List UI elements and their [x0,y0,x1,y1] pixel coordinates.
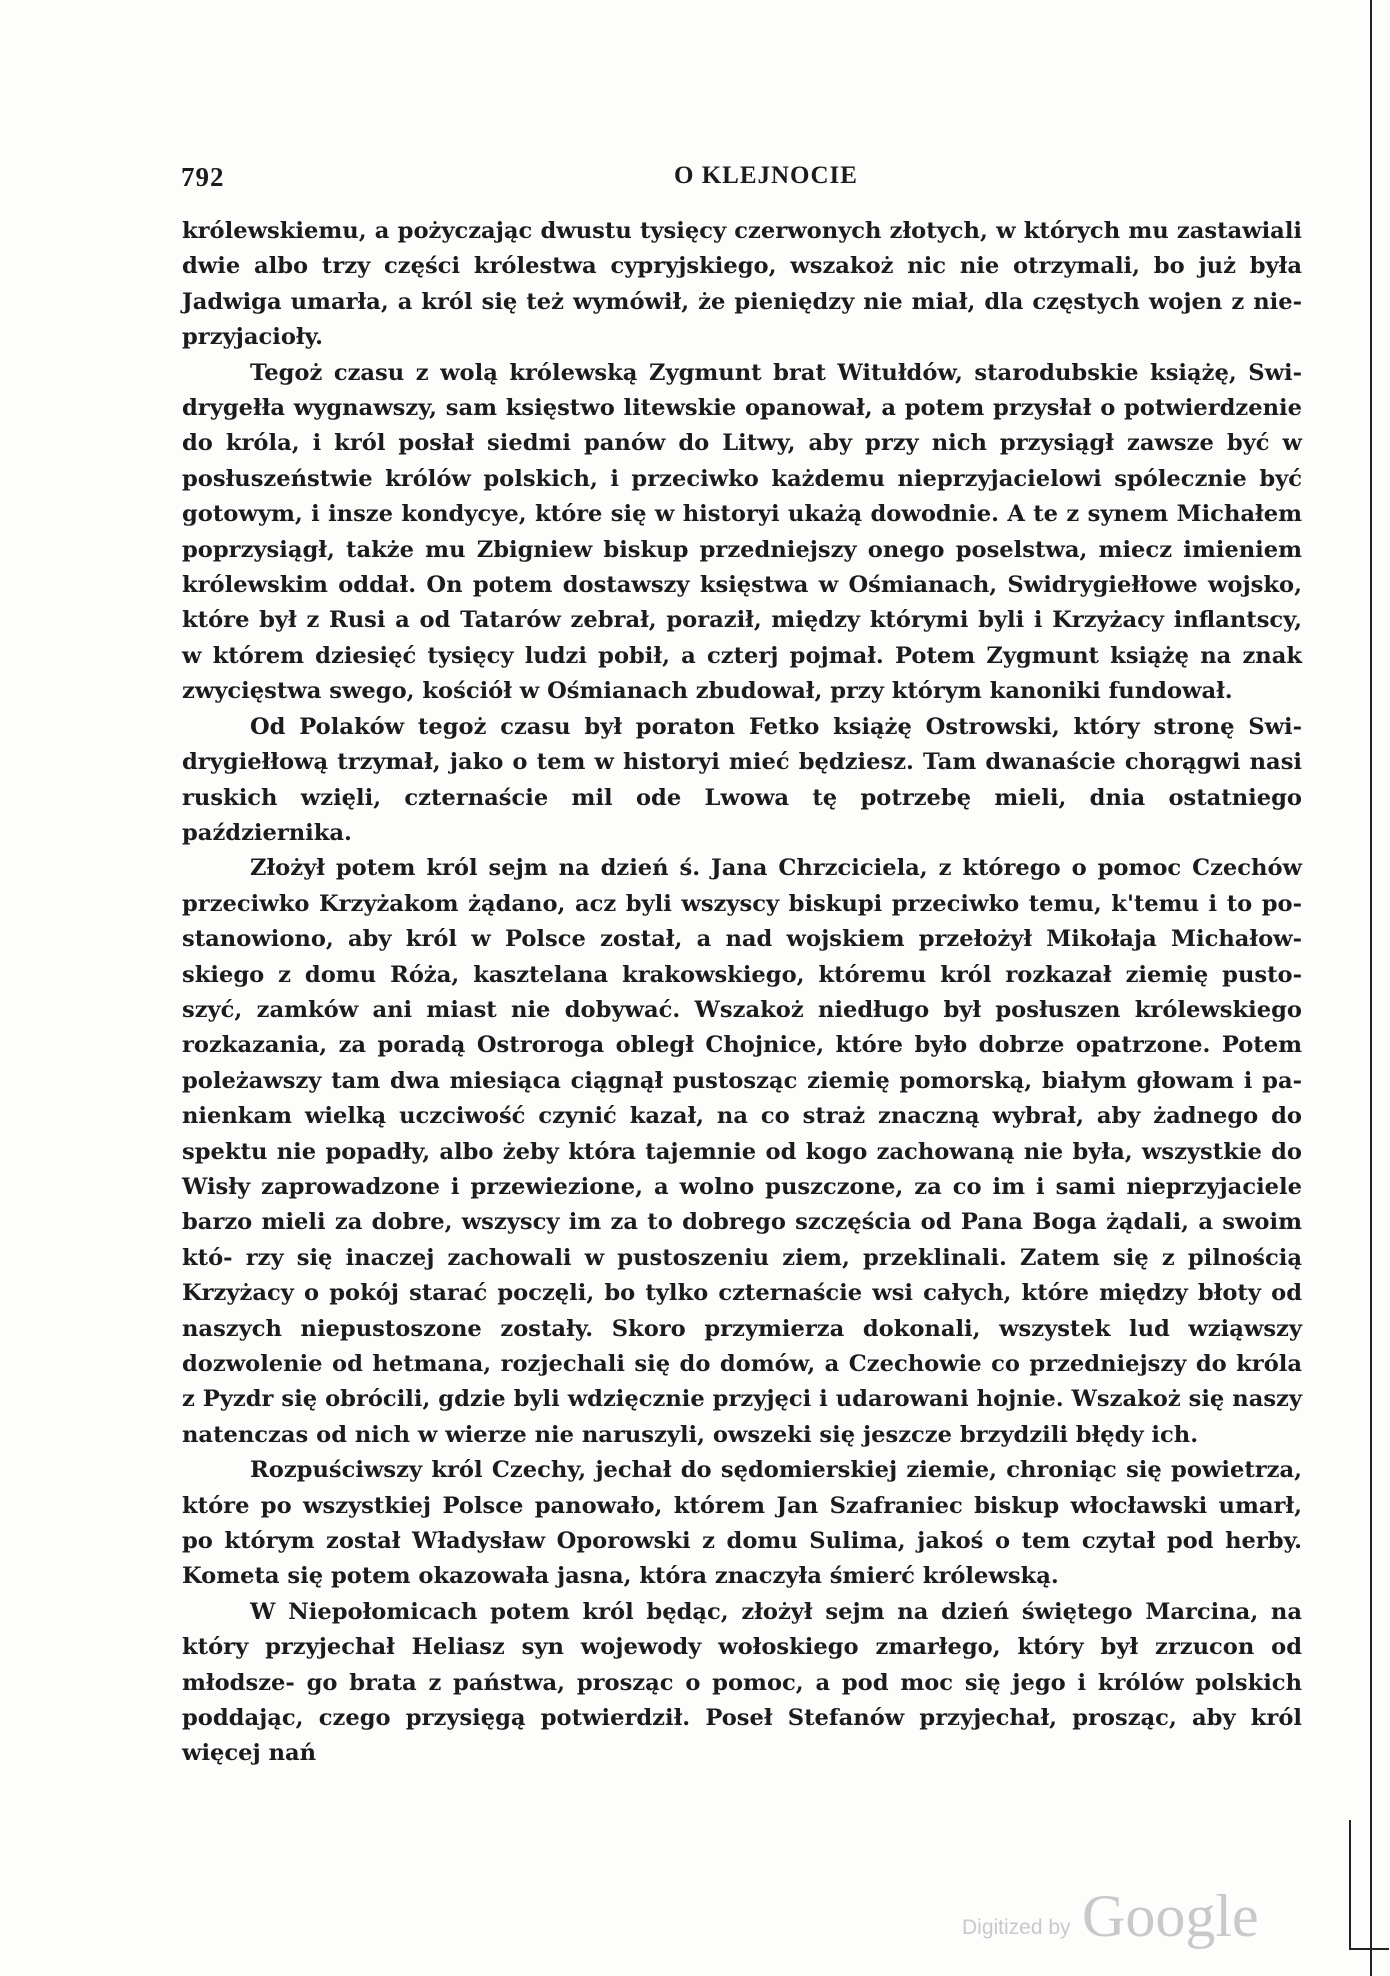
watermark-prefix: Digitized by [962,1916,1071,1939]
text-line: nienkam wielką uczciwość czynić kazał, na co straż znaczną wybrał, aby żadnego do spektu [182,1103,1302,1165]
text-line: imieniem królewskim oddał. On potem dostawszy księstwa w Ośmianach, Swidrygiełłowe [182,536,1302,599]
page-header [181,162,1311,198]
text-line: ruskich wzięli, czternaście mil ode Lwowa tę potrzebę mieli, dnia ostatniego października. [182,784,1302,846]
body-text [182,214,1302,1772]
text-line: królewskiemu, a pożyczając dwustu tysięcy czerwonych złotych, w których mu zastawiali [182,218,1302,244]
paragraph [182,710,1302,852]
text-line: Złożył potem król sejm na dzień ś. Jana Chrzciciela, z którego o pomoc Czechów [250,855,1302,882]
paragraph [182,1595,1302,1772]
text-line: do króla, i król posłał siedmi panów do Litwy, aby przy nich przysiągł zawsze [182,430,1214,457]
paragraph [182,851,1302,1453]
text-line: Tegoż czasu z wolą królewską Zygmunt brat Witułdów, starodubskie książę, Swi- [250,359,1302,386]
text-line: od nich w wierze nie naruszyli, owszeki się jeszcze brzydzili błędy ich. [316,1421,1199,1448]
text-line: drygiełłową trzymał, jako o tem w historyi mieć będziesz. Tam dwanaście chorągwi nasi [182,749,1302,776]
text-line: wojsko, które był z Rusi a od Tatarów zebrał, poraził, między którymi byli i Krzyżacy [182,572,1302,634]
text-line: szyć, zamków ani miast nie dobywać. Wszakoż niedługo był posłuszen królewskiego [182,996,1302,1023]
text-line: po którym został Władysław Oporowski z domu Sulima, jakoś o tem czytał pod [182,1528,1214,1555]
paragraph [182,1453,1302,1595]
text-line: nie popadły, albo żeby która tajemnie od kogo zachowaną nie była, wszystkie do Wisły [182,1138,1303,1200]
text-line: na znak zwycięstwa swego, kościół w Ośmianach zbudował, przy którym kanoniki fundował. [182,642,1303,705]
text-line: przeciwko Krzyżakom żądano, acz byli wszyscy biskupi przeciwko temu, k'temu i to po- [182,890,1302,917]
text-line: przyjacioły. [182,324,323,351]
text-line: rozkazania, za poradą Ostroroga obległ Chojnice, które było dobrze opatrzone. Potem [182,1032,1302,1059]
text-line: które po wszystkiej Polsce panowało, którem Jan Szafraniec biskup włocławski umarł, [182,1492,1302,1519]
google-logo: Google [1082,1883,1259,1949]
text-line: obrócili, gdzie byli wdzięcznie przyjęci i udarowani hojnie. Wszakoż się naszy natenczas [182,1386,1303,1448]
text-line: Od Polaków tegoż czasu był poraton Fetko książę Ostrowski, który stronę Swi- [250,713,1302,740]
text-line: niepustoszone zostały. Skoro przymierza dokonali, wszystek lud wziąwszy dozwolenie od [182,1315,1302,1377]
text-line: zaprowadzone i przewiezione, a wolno puszczone, za co im i sami nieprzyjaciele barzo [182,1173,1302,1236]
text-line: mieli za dobre, wszyscy im za to dobrego szczęścia od Pana Boga żądali, a swoim któ- [182,1209,1302,1271]
text-line: czego przysięgą potwierdził. Poseł Stefanów przyjechał, prosząc, aby król więcej nań [182,1705,1302,1767]
text-line: go brata z państwa, prosząc o pomoc, a pod moc się jego i królów polskich poddając, [182,1669,1302,1732]
text-line: dwie albo trzy części królestwa cypryjskiego, wszakoż nic nie otrzymali, bo już była [182,253,1302,280]
text-line: inflantscy, w którem dziesięć tysięcy ludzi pobił, a czterj pojmał. Potem Zygmunt książę [182,607,1302,669]
text-line: rzy się inaczej zachowali w pustoszeniu ziem, przeklinali. Zatem się z pilnością Krzyżacy [182,1244,1302,1307]
text-line: Rozpuściwszy król Czechy, jechał do sędomierskiej ziemie, chroniąc się powietrza, [250,1457,1302,1484]
scan-corner-mark-horizontal [1349,1948,1389,1950]
text-line: o pokój starać poczęli, bo tylko czternaście wsi całych, które między błoty od naszych [182,1280,1302,1342]
text-line: stanowiono, aby król w Polsce został, a nad wojskiem przełożył Mikołaja Michałow- [182,926,1302,953]
text-line: Michałem poprzysiągł, także mu Zbigniew biskup przedniejszy onego poselstwa, miecz [182,501,1302,563]
paragraph [182,214,1302,356]
scan-corner-mark [1349,1820,1351,1950]
running-title: O KLEJNOCIE [674,162,858,189]
text-line: być gotowym, i insze kondycye, które się w historyi ukażą dowodnie. A te z synem [182,465,1302,528]
page-number: 792 [181,162,225,192]
text-line: poleżawszy tam dwa miesiąca ciągnął pustosząc ziemię pomorską, białym głowam i pa- [182,1067,1302,1094]
text-line: Jadwiga umarła, a król się też wymówił, że pieniędzy nie miał, dla częstych wojen z nie- [182,288,1302,315]
text-line: hetmana, rozjechali się do domów, a Czechowie co przedniejszy do króla z Pyzdr się [182,1351,1303,1413]
text-line: być w posłuszeństwie królów polskich, i przeciwko każdemu nieprzyjacielowi spólecznie [182,430,1302,492]
text-line: W Niepołomicach potem król będąc, złożył sejm na dzień świętego Marcina, na [250,1598,1302,1625]
text-line: drygełła wygnawszy, sam księstwo litewskie opanował, a potem przysłał o potwierdzenie [182,395,1302,422]
text-line: herby. Kometa się potem okazowała jasna, która znaczyła śmierć królewską. [182,1528,1302,1590]
paragraph [182,356,1302,710]
scan-edge-line [1370,0,1372,1976]
text-line: skiego z domu Róża, kasztelana krakowskiego, któremu król rozkazał ziemię pusto- [182,961,1302,988]
text-line: który przyjechał Heliasz syn wojewody wołoskiego zmarłego, który był zrzucon od młodsze- [182,1634,1302,1696]
digitized-by-google-watermark [962,1882,1302,1952]
